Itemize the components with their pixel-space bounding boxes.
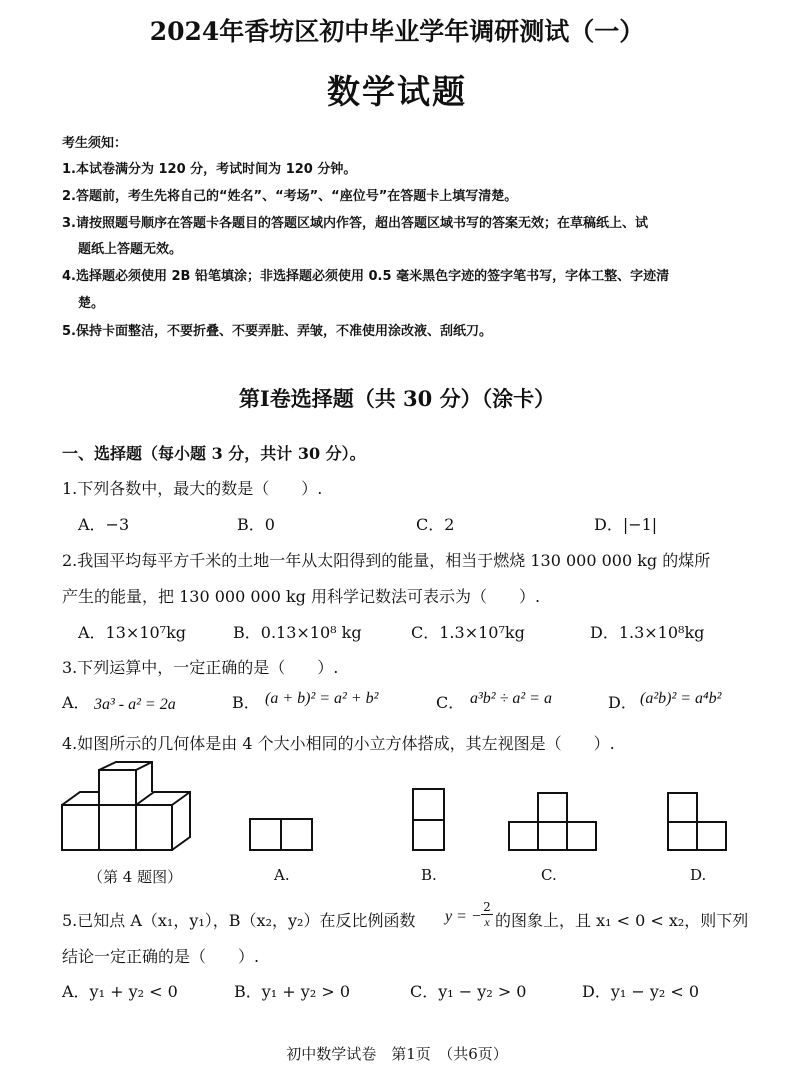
notice-item-3: 3.请按照题号顺序在答题卡各题目的答题区域内作答，超出答题区域书写的答案无效；在草稿纸上、试 [62,216,648,231]
q3-option-d-expr: (a²b)² = a⁴b² [640,690,722,707]
q2-stem-line2: 产生的能量，把 130 000 000 kg 用科学记数法可表示为（ ）. [62,587,541,606]
notice-item-2: 2.答题前，考生先将自己的“姓名”、“考场”、“座位号”在答题卡上填写清楚。 [62,189,518,204]
q5-stem-line1b: 的图象上，且 x₁ < 0 < x₂，则下列 [495,911,749,930]
notice-item-3-cont: 题纸上答题无效。 [78,242,183,257]
q3-label-b: B． [232,693,260,712]
q3-label-d: D． [608,693,637,712]
q4-figures [0,760,794,860]
q5-fraction-denominator: x [484,915,490,929]
section-title: 第Ⅰ卷选择题（共 30 分）（涂卡） [238,386,556,411]
q4-caption-a: A. [274,866,290,884]
q4-option-d-figure [668,793,726,850]
q1-option-a: A．−3 [78,515,130,534]
q2-option-d: D．1.3×10⁸kg [590,623,705,642]
exam-subtitle: 数学试题 [327,72,467,111]
q4-caption-d: D. [690,866,707,884]
q5-stem-line1a: 5.已知点 A（x₁，y₁），B（x₂，y₂）在反比例函数 [62,911,416,930]
q4-caption-figure: （第 4 题图） [88,868,183,886]
q4-option-c-figure [509,793,596,850]
part-heading: 一、选择题（每小题 3 分，共计 30 分）。 [62,444,366,463]
q4-solid-figure [62,762,190,850]
q2-stem-line1: 2.我国平均每平方千米的土地一年从太阳得到的能量，相当于燃烧 130 000 000 kg 的煤所 [62,551,711,570]
q1-option-d: D．|−1| [594,515,658,534]
q5-fraction [481,900,493,929]
exam-title: 2024年香坊区初中毕业学年调研测试（一） [149,17,645,46]
q3-label-c: C． [436,693,465,712]
q3-option-b-expr: (a + b)² = a² + b² [265,690,379,707]
q4-caption-c: C. [541,866,557,884]
q5-fraction-numerator: 2 [481,900,493,915]
q1-stem: 1.下列各数中，最大的数是（ ）. [62,479,323,498]
q5-option-c: C．y₁ − y₂ > 0 [410,982,527,1001]
notice-item-4-cont: 楚。 [78,296,105,311]
q5-option-d: D．y₁ − y₂ < 0 [582,982,700,1001]
q2-option-b: B．0.13×10⁸ kg [233,623,362,642]
q3-stem: 3.下列运算中，一定正确的是（ ）. [62,658,339,677]
q4-option-a-figure [250,819,312,850]
q2-option-c: C．1.3×10⁷kg [411,623,525,642]
q4-caption-b: B. [421,866,437,884]
q3-label-a: A． [62,693,90,712]
notice-item-4: 4.选择题必须使用 2B 铅笔填涂；非选择题必须使用 0.5 毫米黑色字迹的签字笔书写，字体工整、字迹清 [62,269,670,284]
q1-option-b: B．0 [237,515,275,534]
notice-item-5: 5.保持卡面整洁，不要折叠、不要弄脏、弄皱，不准使用涂改液、刮纸刀。 [62,324,492,339]
q5-stem-line2: 结论一定正确的是（ ）. [62,947,260,966]
q3-option-a-expr: 3a³ - a² = 2a [94,696,176,713]
q1-option-c: C．2 [416,515,455,534]
q4-option-b-figure [413,789,444,850]
q5-option-a: A．y₁ + y₂ < 0 [62,982,178,1001]
q2-option-a: A．13×10⁷kg [78,623,187,642]
q4-stem: 4.如图所示的几何体是由 4 个大小相同的小立方体搭成，其左视图是（ ）. [62,734,615,753]
q5-option-b: B．y₁ + y₂ > 0 [234,982,351,1001]
q5-function: y = − [445,908,482,925]
notice-heading: 考生须知： [62,136,128,151]
q3-option-c-expr: a³b² ÷ a² = a [470,690,552,707]
page-footer: 初中数学试卷 第1页 （共6页） [286,1045,508,1063]
notice-item-1: 1.本试卷满分为 120 分，考试时间为 120 分钟。 [62,162,357,177]
